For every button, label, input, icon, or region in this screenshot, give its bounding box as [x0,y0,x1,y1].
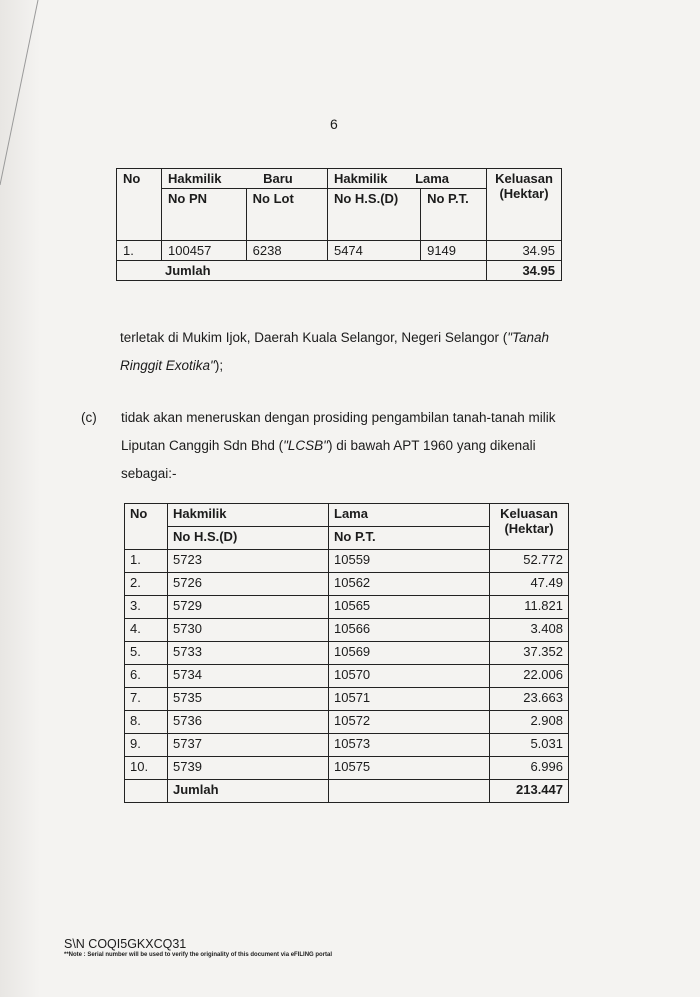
header-no-hsd: No H.S.(D) [168,527,329,550]
header-no-hsd: No H.S.(D) [327,189,420,241]
clause-marker: (c) [81,410,97,425]
total-value: 213.447 [490,780,569,803]
table-row [125,711,569,734]
table-row [125,550,569,573]
cell-no-hsd: 5723 [168,550,329,573]
cell-no: 4. [125,619,168,642]
header-keluasan [490,504,569,550]
header-text: Hakmilik [333,171,388,186]
cell-no-pt: 10570 [329,665,490,688]
cell-no-lot: 6238 [246,241,327,261]
cell-no: 2. [125,573,168,596]
header-text: (Hektar) [504,521,554,536]
header-text: Keluasan [500,506,558,521]
table-row [125,757,569,780]
cell-no-pt: 10572 [329,711,490,734]
paragraph-line [120,324,580,352]
cell-keluasan: 22.006 [490,665,569,688]
cell-no-pt: 10566 [329,619,490,642]
table-row [125,665,569,688]
cell-no: 6. [125,665,168,688]
cell-no: 8. [125,711,168,734]
page-number: 6 [330,116,338,132]
cell-no-pt: 10562 [329,573,490,596]
serial-note: **Note : Serial number will be used to verify the originality of this document via eFILING portal [64,952,333,958]
header-hakmilik: Hakmilik [168,504,329,527]
cell-no: 10. [125,757,168,780]
table-row [125,642,569,665]
cell-no-pt: 10565 [329,596,490,619]
cell-no-pt: 10575 [329,757,490,780]
table-row [125,573,569,596]
total-label: Jumlah [168,780,329,803]
cell-no: 5. [125,642,168,665]
cell-keluasan: 37.352 [490,642,569,665]
land-title-table-1 [116,168,562,281]
cell-keluasan: 5.031 [490,734,569,757]
cell-no: 9. [125,734,168,757]
cell-empty [125,780,168,803]
cell-no-pt: 10559 [329,550,490,573]
paragraph-line [121,432,591,460]
cell-no-hsd: 5734 [168,665,329,688]
total-row [117,261,562,281]
cell-keluasan: 2.908 [490,711,569,734]
header-no-pn: No PN [162,189,247,241]
paragraph-line [120,352,580,380]
header-text: Lama [415,171,450,186]
defined-term: Ringgit Exotika" [120,358,215,373]
header-no-pt: No P.T. [329,527,490,550]
header-text: Baru [263,171,293,186]
text: ) di bawah APT 1960 yang dikenali [327,438,536,453]
header-text: Hakmilik [168,171,222,186]
text: ); [214,358,224,373]
header-no: No [117,169,162,241]
header-text: (Hektar) [499,186,549,201]
table-row [117,241,562,261]
header-no: No [125,504,168,550]
defined-term: "Tanah [507,330,550,345]
land-title-table-2 [124,503,569,803]
paragraph-location [120,324,580,380]
table-row [125,688,569,711]
paragraph-clause-c [121,404,591,488]
cell-no-pt: 9149 [421,241,487,261]
cell-keluasan: 23.663 [490,688,569,711]
cell-no: 1. [125,550,168,573]
cell-no-hsd: 5736 [168,711,329,734]
cell-no-hsd: 5729 [168,596,329,619]
cell-no-pt: 10571 [329,688,490,711]
cell-keluasan: 11.821 [490,596,569,619]
cell-keluasan: 52.772 [490,550,569,573]
cell-keluasan: 47.49 [490,573,569,596]
cell-keluasan: 34.95 [487,241,562,261]
cell-no-hsd: 5739 [168,757,329,780]
cell-empty [329,780,490,803]
serial-number: S\N COQI5GKXCQ31 [64,937,187,951]
cell-no-hsd: 5730 [168,619,329,642]
header-hakmilik-baru [162,169,328,189]
cell-no: 7. [125,688,168,711]
table-row [125,596,569,619]
header-no-pt: No P.T. [421,189,487,241]
cell-no-pn: 100457 [162,241,247,261]
cell-no-hsd: 5733 [168,642,329,665]
total-row [125,780,569,803]
table-row [125,619,569,642]
table-row [125,734,569,757]
page-edge-shadow [0,0,40,997]
text: Liputan Canggih Sdn Bhd ( [121,438,284,453]
paragraph-line: sebagai:- [121,466,177,481]
text: terletak di Mukim Ijok, Daerah Kuala Selangor, Negeri Selangor ( [120,330,508,345]
total-value: 34.95 [487,261,562,281]
cell-no-pt: 10569 [329,642,490,665]
cell-keluasan: 3.408 [490,619,569,642]
cell-keluasan: 6.996 [490,757,569,780]
header-no-lot: No Lot [246,189,327,241]
header-text: Keluasan [495,171,553,186]
cell-no: 3. [125,596,168,619]
cell-no: 1. [117,241,162,261]
header-keluasan [487,169,562,241]
header-lama: Lama [329,504,490,527]
paragraph-line: tidak akan meneruskan dengan prosiding pengambilan tanah-tanah milik [121,410,556,425]
cell-no-pt: 10573 [329,734,490,757]
cell-no-hsd: 5737 [168,734,329,757]
header-hakmilik-lama [327,169,486,189]
cell-no-hsd: 5474 [327,241,420,261]
cell-no-hsd: 5735 [168,688,329,711]
cell-no-hsd: 5726 [168,573,329,596]
defined-term: "LCSB" [283,438,328,453]
total-label: Jumlah [117,261,487,281]
